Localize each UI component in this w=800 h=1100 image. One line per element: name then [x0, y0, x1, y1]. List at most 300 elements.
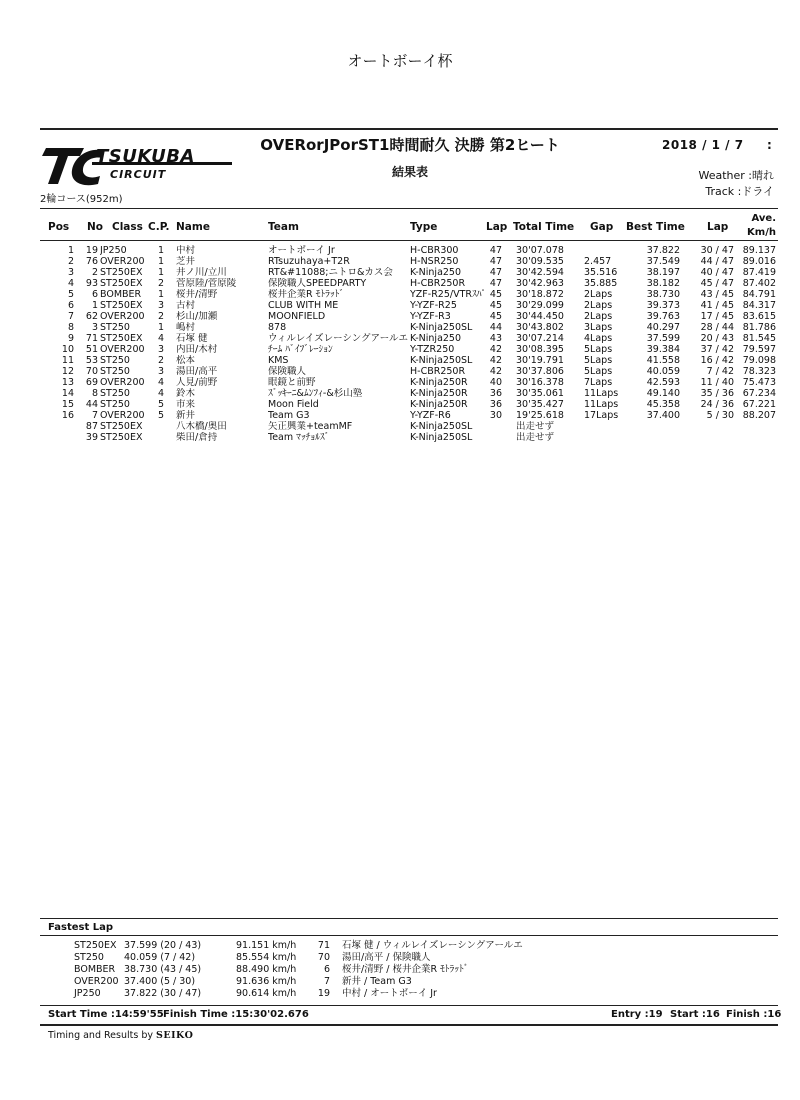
result-cell-ave: 84.317 — [742, 300, 776, 311]
result-cell-ave: 84.791 — [742, 289, 776, 300]
result-row — [0, 300, 800, 311]
result-cell-best: 38.197 — [646, 267, 680, 278]
result-cell-best: 41.558 — [646, 355, 680, 366]
fastest-lap-cell-rider: 新井 / Team G3 — [342, 976, 412, 987]
result-cell-pos: 11 — [61, 355, 74, 366]
result-cell-gap: 2.457 — [584, 256, 612, 267]
result-cell-pos: 3 — [67, 267, 74, 278]
col-header-best-lap: Lap — [707, 221, 729, 233]
race-title: OVERorJPorST1時間耐久 決勝 第2ヒート — [260, 136, 560, 154]
result-cell-cp: 1 — [157, 256, 164, 267]
result-cell-team: オートボーイ Jr — [268, 245, 335, 256]
result-cell-type: H-CBR300 — [410, 245, 459, 256]
result-cell-blap: 37 / 42 — [700, 344, 734, 355]
result-cell-team: Team G3 — [268, 410, 310, 421]
result-cell-cls: ST250EX — [100, 278, 143, 289]
result-cell-cp: 4 — [157, 377, 164, 388]
result-cell-blap: 40 / 47 — [700, 267, 734, 278]
result-cell-best: 40.297 — [646, 322, 680, 333]
race-date: 2018 / 1 / 7 : — [662, 138, 773, 152]
result-cell-blap: 20 / 43 — [700, 333, 734, 344]
fastest-lap-cell-cls: ST250 — [74, 952, 104, 963]
result-cell-cls: ST250 — [100, 355, 130, 366]
result-cell-gap: 5Laps — [584, 366, 613, 377]
result-cell-no: 19 — [85, 245, 98, 256]
result-cell-type: K-Ninja250R — [410, 399, 468, 410]
result-cell-best: 38.182 — [646, 278, 680, 289]
result-cell-total: 出走せず — [516, 421, 555, 432]
col-header-best-time: Best Time — [626, 221, 685, 233]
fastest-lap-cell-rider: 石塚 健 / ウィルレイズレーシングアールエ — [342, 940, 523, 951]
fastest-lap-cell-no: 71 — [317, 940, 330, 951]
result-cell-name: 井ノ川/立川 — [176, 267, 227, 278]
result-cell-name: 八木橋/奥田 — [176, 421, 227, 432]
col-header-ave — [740, 212, 776, 240]
result-cell-best: 49.140 — [646, 388, 680, 399]
col-header-no: No — [87, 221, 104, 233]
result-cell-ave: 87.419 — [742, 267, 776, 278]
result-cell-no: 8 — [91, 388, 98, 399]
result-cell-total: 30'29.099 — [516, 300, 564, 311]
result-cell-team: ウィルレイズレーシングアールエ — [268, 333, 408, 344]
result-cell-no: 6 — [91, 289, 98, 300]
result-cell-total: 30'18.872 — [516, 289, 564, 300]
result-cell-name: 石塚 健 — [176, 333, 208, 344]
result-cell-name: 柴田/倉持 — [176, 432, 218, 443]
result-cell-total: 30'07.078 — [516, 245, 564, 256]
fastest-lap-row — [0, 940, 800, 952]
col-header-cp: C.P. — [148, 221, 170, 233]
result-cell-gap: 4Laps — [584, 333, 613, 344]
result-cell-team: ｽﾞｯｷｰﾆ&ﾑﾝﾌｨ-&杉山塾 — [268, 388, 363, 399]
result-cell-pos: 13 — [61, 377, 74, 388]
result-row — [0, 278, 800, 289]
result-cell-lap: 45 — [489, 300, 502, 311]
result-cell-total: 30'35.427 — [516, 399, 564, 410]
result-cell-team: ﾁｰﾑ ﾊﾞｲﾌﾞﾚｰｼｮﾝ — [268, 344, 333, 355]
result-cell-type: K-Ninja250 — [410, 267, 462, 278]
result-cell-no: 44 — [85, 399, 98, 410]
result-cell-pos: 6 — [67, 300, 74, 311]
result-cell-lap: 40 — [489, 377, 502, 388]
result-cell-gap: 5Laps — [584, 355, 613, 366]
result-cell-lap: 43 — [489, 333, 502, 344]
result-cell-name: 松本 — [176, 355, 196, 366]
result-cell-blap: 16 / 42 — [700, 355, 734, 366]
col-header-class: Class — [112, 221, 143, 233]
result-cell-team: Team ﾏｯﾁｮﾙｽﾞ — [268, 432, 330, 443]
result-row — [0, 267, 800, 278]
result-cell-blap: 45 / 47 — [700, 278, 734, 289]
result-row — [0, 355, 800, 366]
result-cell-pos: 2 — [67, 256, 74, 267]
result-row — [0, 256, 800, 267]
result-cell-pos: 5 — [67, 289, 74, 300]
result-cell-no: 93 — [85, 278, 98, 289]
fastest-lap-cell-no: 70 — [317, 952, 330, 963]
result-cell-total: 30'37.806 — [516, 366, 564, 377]
tsukuba-circuit-logo — [40, 142, 240, 190]
result-cell-gap: 2Laps — [584, 311, 613, 322]
result-cell-pos: 7 — [67, 311, 74, 322]
result-cell-name: 桜井/清野 — [176, 289, 218, 300]
footer-bottom-rule — [40, 1024, 778, 1026]
result-cell-team: 保険職人SPEEDPARTY — [268, 278, 367, 289]
result-cell-gap: 7Laps — [584, 377, 613, 388]
result-cell-name: 湯田/高平 — [176, 366, 218, 377]
result-cell-team: 保険職人 — [268, 366, 307, 377]
fastest-lap-cell-cls: BOMBER — [74, 964, 116, 975]
col-header-ave-bottom: Km/h — [747, 227, 776, 238]
result-cell-type: Y-TZR250 — [410, 344, 455, 355]
result-cell-name: 嶋村 — [176, 322, 196, 333]
result-cell-no: 2 — [91, 267, 98, 278]
result-cell-cp: 3 — [157, 300, 164, 311]
result-cell-cp: 1 — [157, 245, 164, 256]
result-cell-type: H-CBR250R — [410, 278, 466, 289]
result-cell-gap: 35.885 — [584, 278, 618, 289]
weather-label: Weather :晴れ — [698, 169, 774, 182]
fastest-lap-cell-time: 38.730 (43 / 45) — [124, 964, 202, 975]
result-cell-no: 69 — [85, 377, 98, 388]
timing-prefix: Timing and Results by — [48, 1030, 157, 1041]
start-time: Start Time :14:59'55 — [48, 1009, 164, 1020]
result-cell-cls: ST250 — [100, 399, 130, 410]
result-cell-total: 30'19.791 — [516, 355, 564, 366]
fastest-lap-cell-speed: 85.554 km/h — [236, 952, 297, 963]
result-cell-gap: 2Laps — [584, 289, 613, 300]
result-cell-cls: OVER200 — [100, 344, 145, 355]
result-cell-team: CLUB WITH ME — [268, 300, 339, 311]
result-cell-no: 3 — [91, 322, 98, 333]
result-cell-name: 鈴木 — [176, 388, 196, 399]
result-cell-total: 30'35.061 — [516, 388, 564, 399]
start-count: Start :16 — [670, 1009, 720, 1020]
result-cell-no: 62 — [85, 311, 98, 322]
result-row — [0, 289, 800, 300]
result-cell-best: 37.400 — [646, 410, 680, 421]
result-cell-lap: 45 — [489, 311, 502, 322]
result-cell-total: 30'42.594 — [516, 267, 564, 278]
fastest-lap-title-rule — [40, 935, 778, 936]
result-cell-cp: 1 — [157, 267, 164, 278]
result-cell-total: 30'16.378 — [516, 377, 564, 388]
result-row — [0, 388, 800, 399]
result-cell-team: KMS — [268, 355, 289, 366]
result-cell-best: 37.599 — [646, 333, 680, 344]
result-cell-ave: 89.137 — [742, 245, 776, 256]
result-cell-lap: 47 — [489, 245, 502, 256]
result-cell-name: 人見/前野 — [176, 377, 218, 388]
result-cell-total: 30'44.450 — [516, 311, 564, 322]
result-cell-name: 菅原陸/菅原陵 — [176, 278, 237, 289]
result-cell-no: 53 — [85, 355, 98, 366]
fastest-lap-cell-speed: 91.636 km/h — [236, 976, 297, 987]
result-cell-blap: 35 / 36 — [700, 388, 734, 399]
fastest-lap-cell-cls: JP250 — [74, 988, 101, 999]
result-cell-ave: 79.098 — [742, 355, 776, 366]
result-cell-cls: ST250EX — [100, 300, 143, 311]
result-cell-blap: 41 / 45 — [700, 300, 734, 311]
result-cell-ave: 81.786 — [742, 322, 776, 333]
fastest-lap-row — [0, 988, 800, 1000]
result-cell-ave: 79.597 — [742, 344, 776, 355]
result-cell-blap: 44 / 47 — [700, 256, 734, 267]
result-cell-team: RT&#11088;ニトロ&カス会 — [268, 267, 393, 278]
result-cell-best: 40.059 — [646, 366, 680, 377]
result-cell-cp: 4 — [157, 333, 164, 344]
result-cell-cp: 2 — [157, 311, 164, 322]
result-cell-team: MOONFIELD — [268, 311, 326, 322]
result-cell-cp: 1 — [157, 289, 164, 300]
fastest-lap-cell-no: 19 — [317, 988, 330, 999]
result-cell-no: 87 — [85, 421, 98, 432]
result-cell-name: 中村 — [176, 245, 196, 256]
result-cell-name: 杉山/加瀬 — [176, 311, 218, 322]
fastest-lap-cell-time: 40.059 (7 / 42) — [124, 952, 196, 963]
result-cell-type: K-Ninja250SL — [410, 355, 473, 366]
result-row — [0, 322, 800, 333]
result-cell-pos: 14 — [61, 388, 74, 399]
result-row — [0, 421, 800, 432]
result-cell-cp: 5 — [157, 410, 164, 421]
result-cell-team: 眼鏡と前野 — [268, 377, 316, 388]
event-cup-title: オートボーイ杯 — [347, 52, 453, 70]
result-cell-type: K-Ninja250 — [410, 333, 462, 344]
fastest-lap-cell-speed: 91.151 km/h — [236, 940, 297, 951]
result-cell-lap: 47 — [489, 267, 502, 278]
fastest-lap-cell-no: 7 — [323, 976, 330, 987]
result-row — [0, 377, 800, 388]
result-cell-name: 古村 — [176, 300, 196, 311]
fastest-lap-cell-rider: 中村 / オートボーイ Jr — [342, 988, 437, 999]
result-cell-lap: 42 — [489, 366, 502, 377]
result-cell-blap: 11 / 40 — [700, 377, 734, 388]
result-cell-gap: 17Laps — [584, 410, 619, 421]
result-cell-total: 出走せず — [516, 432, 555, 443]
fastest-lap-cell-time: 37.599 (20 / 43) — [124, 940, 202, 951]
result-cell-no: 71 — [85, 333, 98, 344]
result-cell-no: 7 — [91, 410, 98, 421]
col-header-type: Type — [410, 221, 438, 233]
result-cell-type: Y-YZF-R3 — [410, 311, 451, 322]
fastest-lap-cell-rider: 桜井/清野 / 桜井企業R ﾓﾄﾗｯﾄﾞ — [342, 964, 469, 975]
result-cell-pos: 4 — [67, 278, 74, 289]
result-cell-cp: 3 — [157, 344, 164, 355]
result-cell-total: 30'43.802 — [516, 322, 564, 333]
result-cell-cls: ST250 — [100, 366, 130, 377]
timing-credit — [48, 1030, 193, 1041]
result-cell-gap: 5Laps — [584, 344, 613, 355]
result-cell-best: 37.549 — [646, 256, 680, 267]
result-cell-cp: 3 — [157, 366, 164, 377]
result-cell-lap: 47 — [489, 256, 502, 267]
fastest-lap-row — [0, 964, 800, 976]
result-cell-gap: 11Laps — [584, 399, 619, 410]
result-cell-cls: OVER200 — [100, 311, 145, 322]
result-cell-cls: ST250EX — [100, 421, 143, 432]
result-cell-type: K-Ninja250SL — [410, 432, 473, 443]
result-cell-total: 30'42.963 — [516, 278, 564, 289]
result-cell-cls: ST250EX — [100, 267, 143, 278]
result-cell-type: K-Ninja250R — [410, 377, 468, 388]
col-header-name: Name — [176, 221, 210, 233]
result-cell-lap: 47 — [489, 278, 502, 289]
result-cell-name: 新井 — [176, 410, 196, 421]
result-cell-cls: OVER200 — [100, 256, 145, 267]
result-cell-blap: 17 / 45 — [700, 311, 734, 322]
result-cell-lap: 42 — [489, 344, 502, 355]
result-cell-pos: 9 — [67, 333, 74, 344]
fastest-lap-cell-time: 37.822 (30 / 47) — [124, 988, 202, 999]
logo-sub-text: CIRCUIT — [110, 168, 167, 181]
result-cell-type: K-Ninja250SL — [410, 421, 473, 432]
result-cell-ave: 78.323 — [742, 366, 776, 377]
entry-count: Entry :19 — [611, 1009, 663, 1020]
result-cell-ave: 83.615 — [742, 311, 776, 322]
result-row — [0, 245, 800, 256]
result-row — [0, 410, 800, 421]
result-cell-cls: ST250 — [100, 388, 130, 399]
result-cell-name: 内田/木村 — [176, 344, 218, 355]
result-cell-cp: 2 — [157, 355, 164, 366]
result-cell-cls: ST250 — [100, 322, 130, 333]
result-cell-ave: 75.473 — [742, 377, 776, 388]
result-cell-blap: 24 / 36 — [700, 399, 734, 410]
result-row — [0, 432, 800, 443]
result-cell-lap: 36 — [489, 388, 502, 399]
result-cell-best: 39.763 — [646, 311, 680, 322]
result-cell-name: 芝井 — [176, 256, 196, 267]
col-header-gap: Gap — [590, 221, 614, 233]
fastest-lap-cell-time: 37.400 (5 / 30) — [124, 976, 196, 987]
result-cell-gap: 35.516 — [584, 267, 618, 278]
result-cell-name: 市来 — [176, 399, 196, 410]
fastest-lap-row — [0, 976, 800, 988]
result-row — [0, 311, 800, 322]
fastest-lap-row — [0, 952, 800, 964]
fastest-lap-cell-speed: 88.490 km/h — [236, 964, 297, 975]
result-cell-no: 76 — [85, 256, 98, 267]
result-cell-lap: 42 — [489, 355, 502, 366]
fastest-lap-cell-rider: 湯田/高平 / 保険職人 — [342, 952, 431, 963]
result-cell-type: YZF-R25/VTRｽﾊﾟ — [410, 289, 486, 300]
finish-time: Finish Time :15:30'02.676 — [163, 1009, 309, 1020]
result-row — [0, 333, 800, 344]
result-cell-ave: 67.234 — [742, 388, 776, 399]
result-cell-ave: 81.545 — [742, 333, 776, 344]
result-cell-pos: 16 — [61, 410, 74, 421]
result-cell-team: 878 — [268, 322, 287, 333]
result-cell-gap: 2Laps — [584, 300, 613, 311]
result-cell-blap: 30 / 47 — [700, 245, 734, 256]
footer-top-rule — [40, 1005, 778, 1006]
result-cell-lap: 44 — [489, 322, 502, 333]
table-header-top-rule — [40, 208, 778, 209]
result-cell-ave: 88.207 — [742, 410, 776, 421]
result-cell-lap: 30 — [489, 410, 502, 421]
result-cell-cls: ST250EX — [100, 333, 143, 344]
result-cell-lap: 45 — [489, 289, 502, 300]
col-header-ave-top: Ave. — [751, 213, 776, 224]
result-cell-best: 38.730 — [646, 289, 680, 300]
result-cell-total: 19'25.618 — [516, 410, 564, 421]
table-header-bottom-rule — [40, 240, 778, 241]
result-cell-team: Moon Field — [268, 399, 319, 410]
result-cell-type: Y-YZF-R6 — [410, 410, 451, 421]
result-cell-lap: 36 — [489, 399, 502, 410]
result-cell-type: K-Ninja250R — [410, 388, 468, 399]
result-cell-type: Y-YZF-R25 — [410, 300, 457, 311]
result-cell-best: 39.373 — [646, 300, 680, 311]
track-label: Track :ドライ — [705, 185, 774, 198]
result-cell-best: 39.384 — [646, 344, 680, 355]
result-cell-no: 70 — [85, 366, 98, 377]
result-cell-total: 30'08.395 — [516, 344, 564, 355]
result-cell-gap: 11Laps — [584, 388, 619, 399]
result-cell-team: 矢正興業+teamMF — [268, 421, 353, 432]
col-header-total-time: Total Time — [513, 221, 575, 233]
result-cell-best: 42.593 — [646, 377, 680, 388]
result-cell-cls: BOMBER — [100, 289, 142, 300]
fastest-lap-title: Fastest Lap — [48, 922, 113, 933]
result-cell-best: 45.358 — [646, 399, 680, 410]
finish-count: Finish :16 — [726, 1009, 782, 1020]
result-cell-total: 30'07.214 — [516, 333, 564, 344]
col-header-pos: Pos — [48, 221, 70, 233]
fastest-lap-cell-no: 6 — [323, 964, 330, 975]
result-cell-gap: 3Laps — [584, 322, 613, 333]
result-row — [0, 399, 800, 410]
result-cell-total: 30'09.535 — [516, 256, 564, 267]
result-cell-no: 51 — [85, 344, 98, 355]
result-cell-ave: 87.402 — [742, 278, 776, 289]
result-cell-team: 桜井企業R ﾓﾄﾗｯﾄﾞ — [268, 289, 345, 300]
result-cell-cp: 5 — [157, 399, 164, 410]
result-cell-cls: JP250 — [100, 245, 127, 256]
course-label: 2輪コース(952m) — [40, 194, 123, 205]
results-subtitle: 結果表 — [391, 165, 428, 179]
result-cell-cls: OVER200 — [100, 410, 145, 421]
result-cell-pos: 8 — [67, 322, 74, 333]
result-cell-type: K-Ninja250SL — [410, 322, 473, 333]
result-row — [0, 366, 800, 377]
fastest-lap-cell-cls: OVER200 — [74, 976, 119, 987]
result-cell-type: H-NSR250 — [410, 256, 459, 267]
fastest-lap-top-rule — [40, 918, 778, 919]
result-cell-ave: 67.221 — [742, 399, 776, 410]
fastest-lap-cell-cls: ST250EX — [74, 940, 117, 951]
logo-main-text: TSUKUBA — [96, 146, 195, 167]
col-header-team: Team — [268, 221, 299, 233]
top-rule — [40, 128, 778, 130]
result-cell-blap: 5 / 30 — [706, 410, 734, 421]
result-cell-blap: 43 / 45 — [700, 289, 734, 300]
result-cell-team: RTsuzuhaya+T2R — [268, 256, 350, 267]
result-cell-pos: 12 — [61, 366, 74, 377]
seiko-brand: SEIKO — [156, 1030, 194, 1041]
result-cell-blap: 7 / 42 — [706, 366, 734, 377]
result-cell-best: 37.822 — [646, 245, 680, 256]
col-header-lap: Lap — [486, 221, 508, 233]
result-cell-cls: OVER200 — [100, 377, 145, 388]
result-cell-cp: 4 — [157, 388, 164, 399]
result-cell-cp: 1 — [157, 322, 164, 333]
fastest-lap-cell-speed: 90.614 km/h — [236, 988, 297, 999]
result-cell-pos: 10 — [61, 344, 74, 355]
result-row — [0, 344, 800, 355]
result-cell-blap: 28 / 44 — [700, 322, 734, 333]
